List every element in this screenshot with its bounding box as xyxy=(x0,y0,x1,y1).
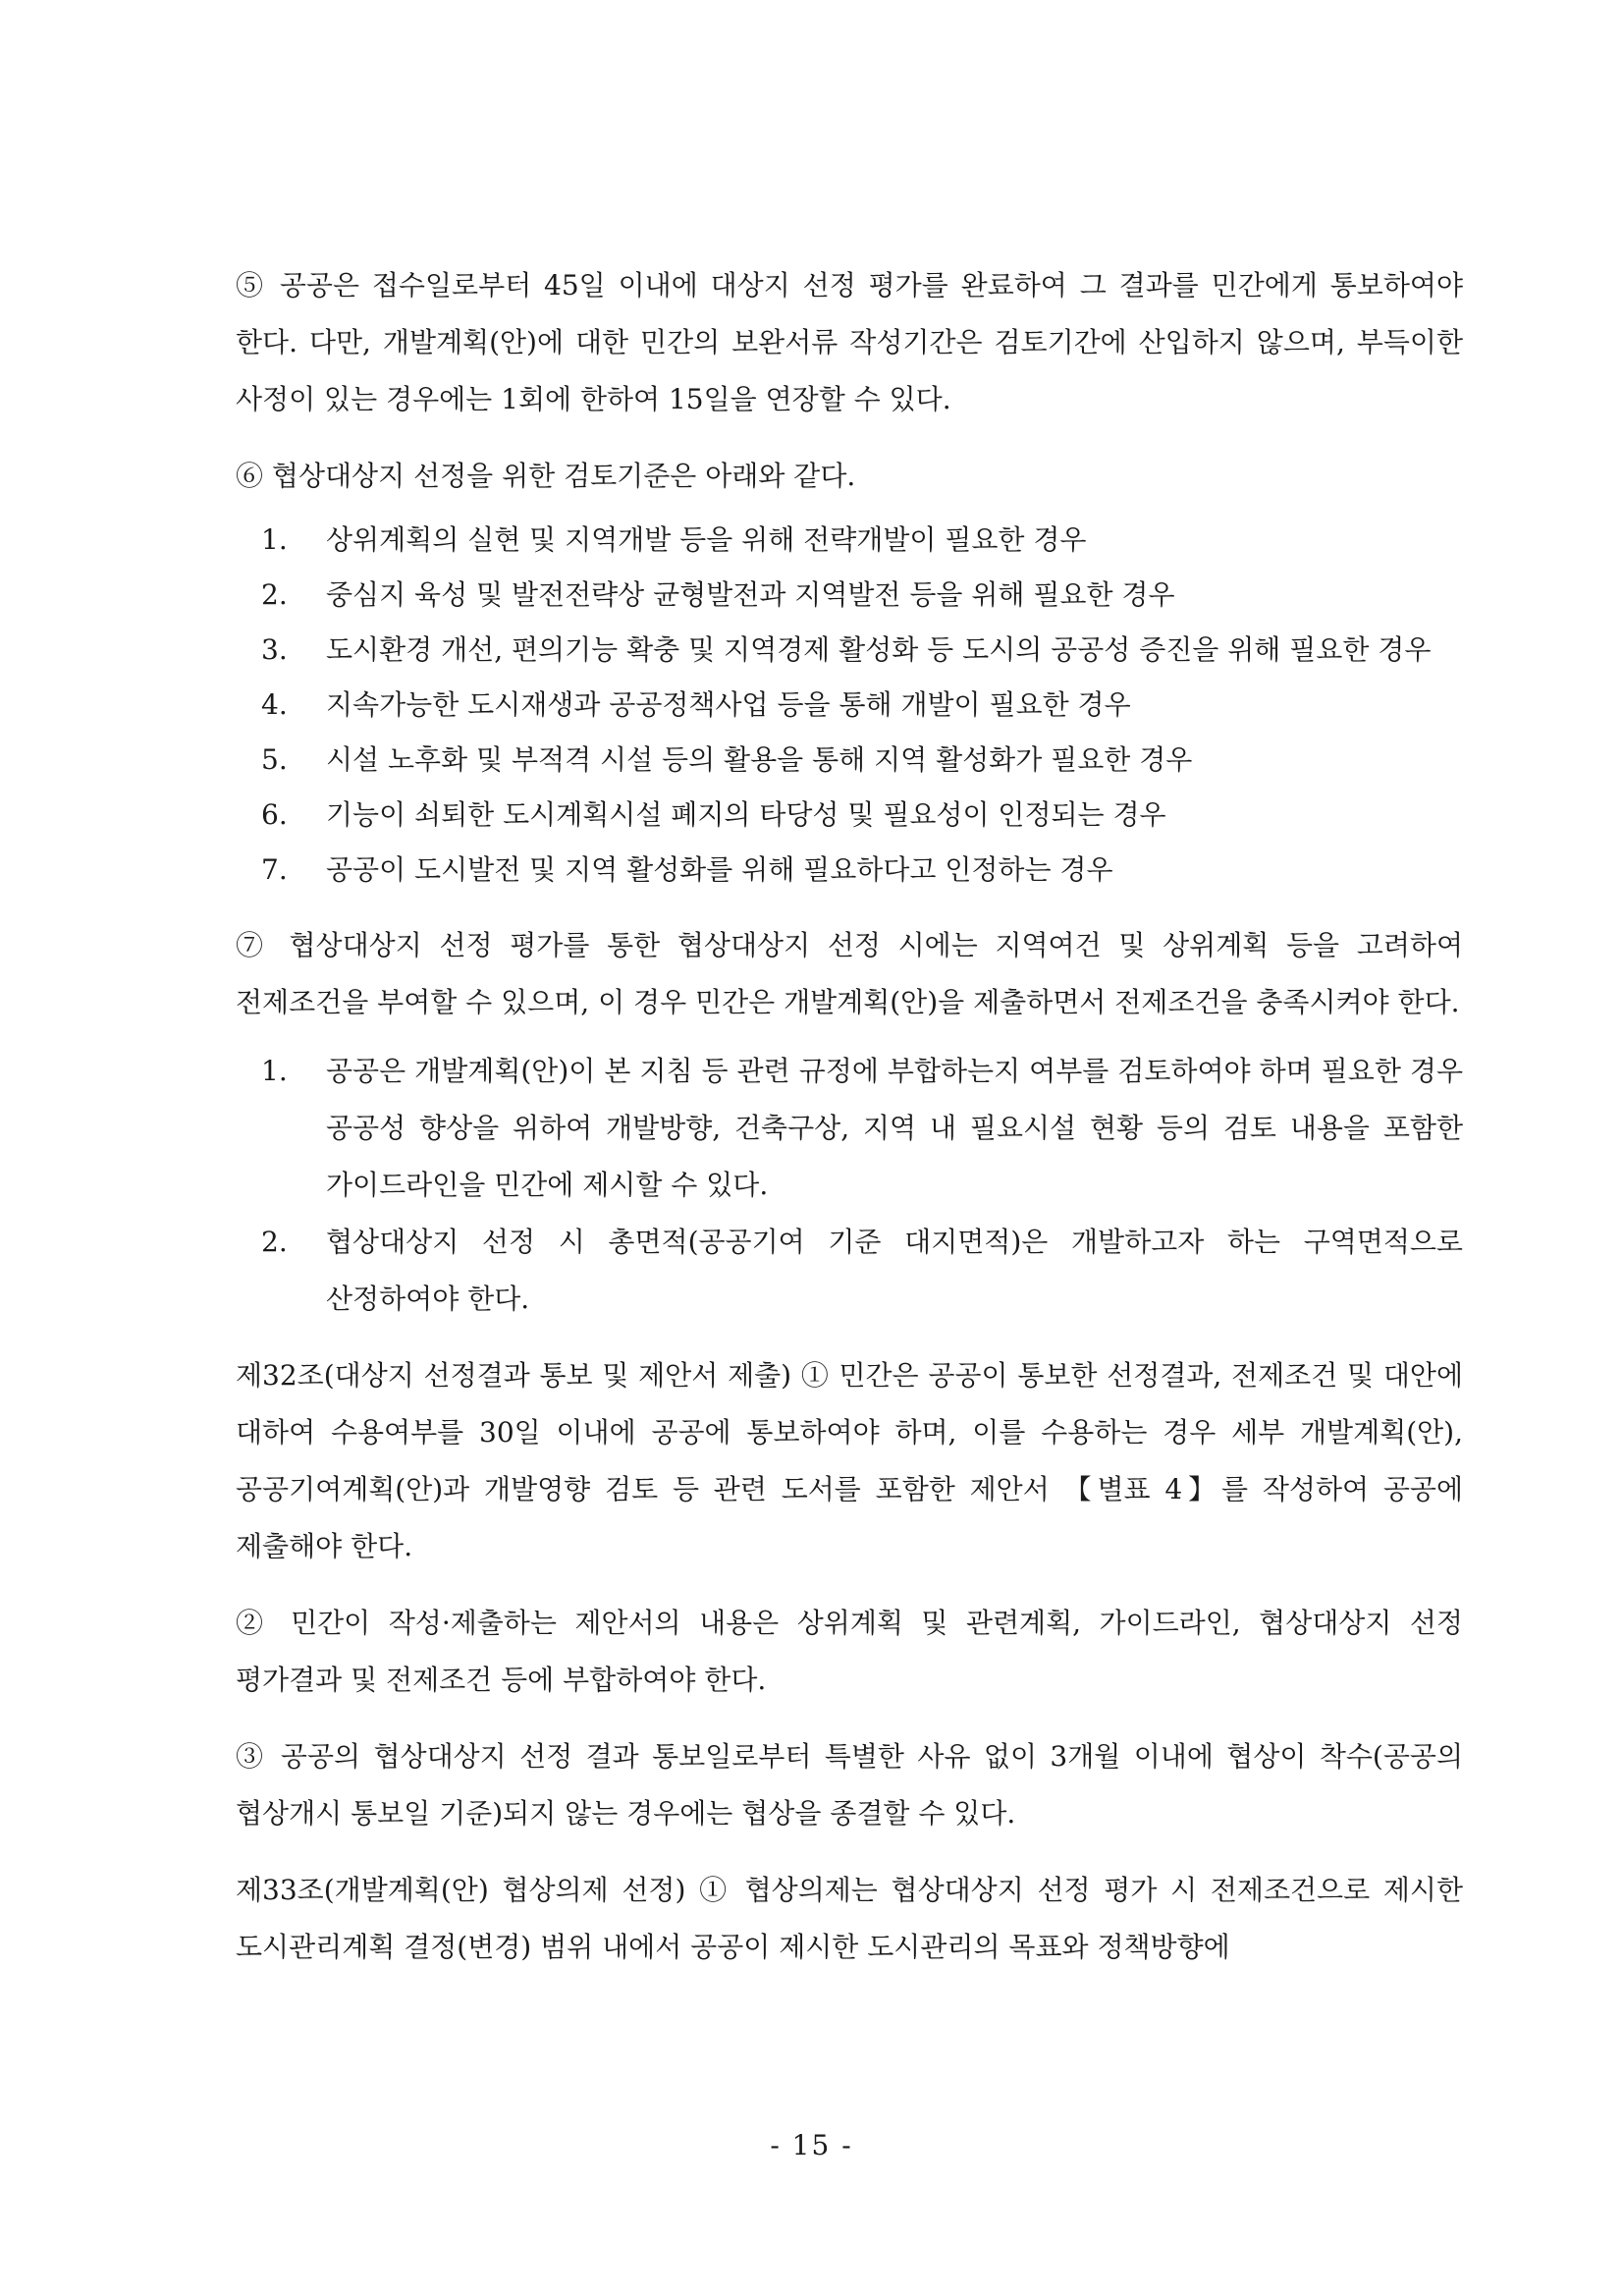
article-33: 제33조(개발계획(안) 협상의제 선정) ① 협상의제는 협상대상지 선정 평가 시 전제조건으로 제시한 도시관리계획 결정(변경) 범위 내에서 공공이 제시한 도시관리의 목표와 정책방향에 xyxy=(236,1874,1463,1963)
article-32-clause-3: ③ 공공의 협상대상지 선정 결과 통보일로부터 특별한 사유 없이 3개월 이내에 협상이 착수(공공의 협상개시 통보일 기준)되지 않는 경우에는 협상을 종결할 수 있다. xyxy=(236,1740,1463,1830)
list-item: 1. 공공은 개발계획(안)이 본 지침 등 관련 규정에 부합하는지 여부를 검토하여야 하며 필요한 경우 공공성 향상을 위하여 개발방향, 건축구상, 지역 내 필요시설 현황 등의 검토 내용을 포함한 가이드라인을 민간에 제시할 수 있다. xyxy=(261,1055,1463,1201)
page-number: - 15 - xyxy=(770,2129,853,2161)
list-item: 5. 시설 노후화 및 부적격 시설 등의 활용을 통해 지역 활성화가 필요한 경우 xyxy=(261,743,1193,776)
article-32-clause-2: ② 민간이 작성·제출하는 제안서의 내용은 상위계획 및 관련계획, 가이드라인, 협상대상지 선정 평가결과 및 전제조건 등에 부합하여야 한다. xyxy=(236,1607,1463,1696)
list-item: 7. 공공이 도시발전 및 지역 활성화를 위해 필요하다고 인정하는 경우 xyxy=(261,853,1113,886)
list-item: 3. 도시환경 개선, 편의기능 확충 및 지역경제 활성화 등 도시의 공공성 증진을 위해 필요한 경우 xyxy=(261,633,1432,666)
list-item: 2. 중심지 육성 및 발전전략상 균형발전과 지역발전 등을 위해 필요한 경우 xyxy=(261,578,1175,611)
list-item: 6. 기능이 쇠퇴한 도시계획시설 폐지의 타당성 및 필요성이 인정되는 경우 xyxy=(261,798,1166,831)
paragraph-6: ⑥ 협상대상지 선정을 위한 검토기준은 아래와 같다. xyxy=(236,460,856,492)
list-item: 2. 협상대상지 선정 시 총면적(공공기여 기준 대지면적)은 개발하고자 하는 구역면적으로 산정하여야 한다. xyxy=(261,1226,1463,1315)
paragraph-5: ⑤ 공공은 접수일로부터 45일 이내에 대상지 선정 평가를 완료하여 그 결과를 민간에게 통보하여야 한다. 다만, 개발계획(안)에 대한 민간의 보완서류 작성기간은 검토기간에 산입하지 않으며, 부득이한 사정이 있는 경우에는 1회에 한하여 15일을 연장할 수 있다. xyxy=(236,269,1463,415)
document-body xyxy=(236,257,1463,1976)
paragraph-7: ⑦ 협상대상지 선정 평가를 통한 협상대상지 선정 시에는 지역여건 및 상위계획 등을 고려하여 전제조건을 부여할 수 있으며, 이 경우 민간은 개발계획(안)을 제출하면서 전제조건을 충족시켜야 한다. xyxy=(236,929,1463,1018)
precondition-list xyxy=(236,1043,1463,1328)
list-item: 1. 상위계획의 실현 및 지역개발 등을 위해 전략개발이 필요한 경우 xyxy=(261,523,1087,556)
criteria-list xyxy=(236,513,1463,898)
list-item: 4. 지속가능한 도시재생과 공공정책사업 등을 통해 개발이 필요한 경우 xyxy=(261,688,1131,721)
article-32: 제32조(대상지 선정결과 통보 및 제안서 제출) ① 민간은 공공이 통보한 선정결과, 전제조건 및 대안에 대하여 수용여부를 30일 이내에 공공에 통보하여야 하며, 이를 수용하는 경우 세부 개발계획(안), 공공기여계획(안)과 개발영향 검토 등 관련 도서를 포함한 제안서 【별표 4】를 작성하여 공공에 제출해야 한다. xyxy=(236,1359,1463,1562)
